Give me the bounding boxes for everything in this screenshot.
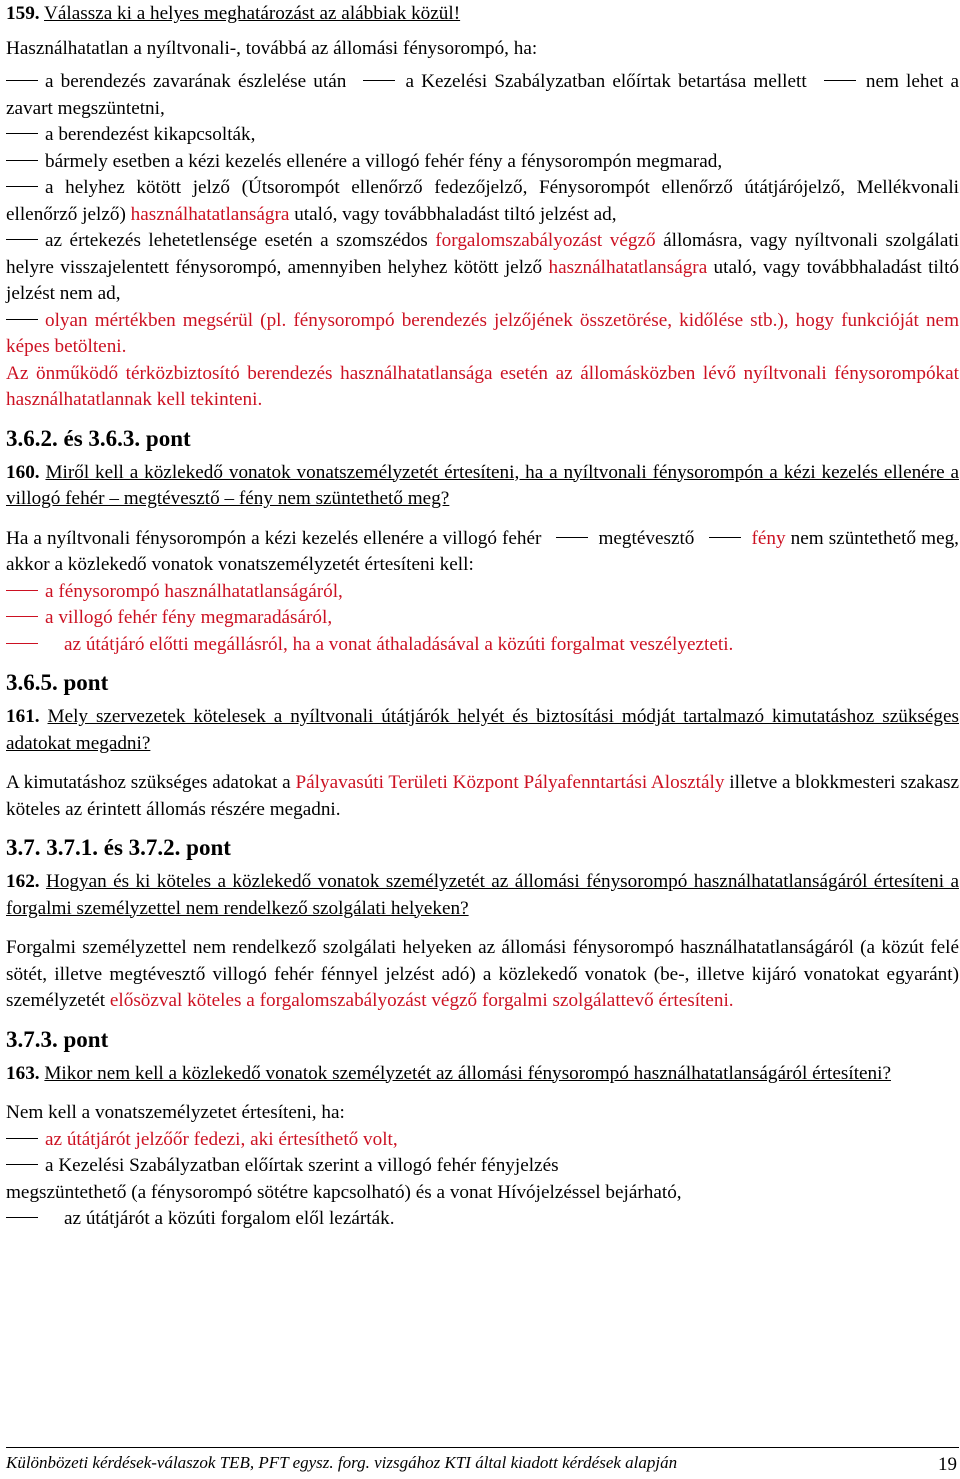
question-159 <box>6 1 959 28</box>
question-162 <box>6 869 959 922</box>
dash-bullet <box>6 643 38 644</box>
list-item: olyan mértékben megsérül (pl. fénysorompó berendezés jelzőjének összetörése, kidőlése stb.), hogy funkcióját nem képes betölteni. <box>6 309 959 357</box>
footer-rule <box>6 1447 959 1448</box>
question-number: 162. <box>6 871 40 892</box>
dash-bullet <box>6 239 38 240</box>
dash-separator <box>709 537 741 538</box>
question-163 <box>6 1061 959 1088</box>
dash-separator <box>824 80 856 81</box>
list-item: a fénysorompó használhatatlanságáról, <box>6 579 959 606</box>
list-item: az útátjárót jelzőőr fedezi, aki értesíthető volt, <box>6 1127 959 1154</box>
question-160 <box>6 460 959 513</box>
page-footer <box>6 1452 959 1474</box>
list-item-continuation: megszüntethető (a fénysorompó sötétre kapcsolható) és a vonat Hívójelzéssel bejárható, <box>6 1181 682 1203</box>
dash-bullet <box>6 1138 38 1139</box>
answer-text: A kimutatáshoz szükséges adatokat a Pályavasúti Területi Központ Pályafenntartási Alosztály illetve a blokkmesteri szakasz köteles az érintett állomás részére megadni. <box>6 772 959 820</box>
dash-bullet <box>6 616 38 617</box>
footer-text: Különbözeti kérdések-válaszok TEB, PFT egysz. forg. vizsgához KTI által kiadott kérdések alapján <box>6 1453 678 1472</box>
question-text: Miről kell a közlekedő vonatok vonatszemélyzetét értesíteni, ha a nyíltvonali fénysorompón a kézi kezelés ellenére a villogó fehér – megtévesztő – fény nem szüntethető meg? <box>6 461 960 509</box>
section-reference: 3.7. 3.7.1. és 3.7.2. pont <box>6 835 231 860</box>
list-item: az értekezés lehetetlensége esetén a szomszédos forgalomszabályozást végző állomásra, vagy nyíltvonali szolgálati helyre visszajelentett fénysorompó, amennyiben helyhez kötött jelző használhatatlanságra utaló, vagy továbbhaladást tiltó jelzést nem ad, <box>6 230 960 304</box>
list-item: a berendezést kikapcsolták, <box>6 122 959 149</box>
list-item: a villogó fehér fény megmaradásáról, <box>6 605 959 632</box>
list-item: a berendezés zavarának észlelése után a Kezelési Szabályzatban előírtak betartása mellett nem lehet a zavart megszüntetni, <box>6 71 960 119</box>
list-item: az útátjáró előtti megállásról, ha a vonat áthaladásával a közúti forgalmat veszélyezteti. <box>6 632 959 659</box>
dash-bullet <box>6 80 38 81</box>
list-item: bármely esetben a kézi kezelés ellenére a villogó fehér fény a fénysorompón megmarad, <box>6 149 959 176</box>
dash-separator <box>363 80 395 81</box>
dash-separator <box>556 537 588 538</box>
question-number: 161. <box>6 706 40 727</box>
list-item: a Kezelési Szabályzatban előírtak szerint a villogó fehér fényjelzés <box>6 1153 959 1180</box>
document-page <box>6 0 959 1233</box>
question-text: Válassza ki a helyes meghatározást az alábbiak közül! <box>44 3 461 24</box>
question-text: Hogyan és ki köteles a közlekedő vonatok személyzetét az állomási fénysorompó használhatatlanságáról értesíteni a forgalmi személyzettel nem rendelkező szolgálati helyeken? <box>6 871 959 919</box>
dash-bullet <box>6 186 38 187</box>
section-reference: 3.7.3. pont <box>6 1026 109 1052</box>
question-number: 163. <box>6 1062 40 1084</box>
question-text: Mikor nem kell a közlekedő vonatok személyzetét az állomási fénysorompó használhatatlanságáról értesíteni? <box>44 1062 891 1084</box>
question-text: Mely szervezetek kötelesek a nyíltvonali útátjárók helyét és biztosítási módját tartalmazó kimutatáshoz szükséges adatokat megadni? <box>6 706 959 754</box>
dash-bullet <box>6 590 38 591</box>
question-number: 160. <box>6 461 40 483</box>
section-reference: 3.6.5. pont <box>6 670 109 695</box>
list-item: a helyhez kötött jelző (Útsorompót ellenőrző fedezőjelző, Fénysorompót ellenőrző útátjárójelző, Mellékvonali ellenőrző jelző) használhatatlanságra utaló, vagy továbbhaladást tiltó jelzést ad, <box>6 177 959 225</box>
dash-bullet <box>6 1164 38 1165</box>
question-161 <box>6 704 959 757</box>
dash-bullet <box>6 160 38 161</box>
page-number: 19 <box>938 1454 957 1475</box>
note-text: Az önműködő térközbiztosító berendezés használhatatlansága esetén az állomásközben lévő nyíltvonali fénysorompókat használhatatlannak kell tekinteni. <box>6 362 959 410</box>
dash-bullet <box>6 319 38 320</box>
question-number: 159. <box>6 3 40 24</box>
answer-text: Ha a nyíltvonali fénysorompón a kézi kezelés ellenére a villogó fehér megtévesztő fény nem szüntethető meg, akkor a közlekedő vonatok vonatszemélyzetét értesíteni kell: <box>6 527 959 575</box>
section-reference: 3.6.2. és 3.6.3. pont <box>6 425 191 451</box>
dash-bullet <box>6 1217 38 1218</box>
list-item: az útátjárót a közúti forgalom elől lezárták. <box>6 1206 959 1233</box>
answer-intro: Nem kell a vonatszemélyzetet értesíteni, ha: <box>6 1102 345 1123</box>
answer-text: Forgalmi személyzettel nem rendelkező szolgálati helyeken az állomási fénysorompó használhatatlanságáról (a közút felé sötét, illetve megtévesztő villogó fehér fénnyel jelzést adó) a közlekedő vonatok (be-, illetve kijáró vonatokat egyaránt) személyzetét elősözval köteles a forgalomszabályozást végző forgalmi szolgálattevő értesíteni. <box>6 937 959 1011</box>
dash-bullet <box>6 133 38 134</box>
answer-intro: Használhatatlan a nyíltvonali-, továbbá az állomási fénysorompó, ha: <box>6 37 538 59</box>
